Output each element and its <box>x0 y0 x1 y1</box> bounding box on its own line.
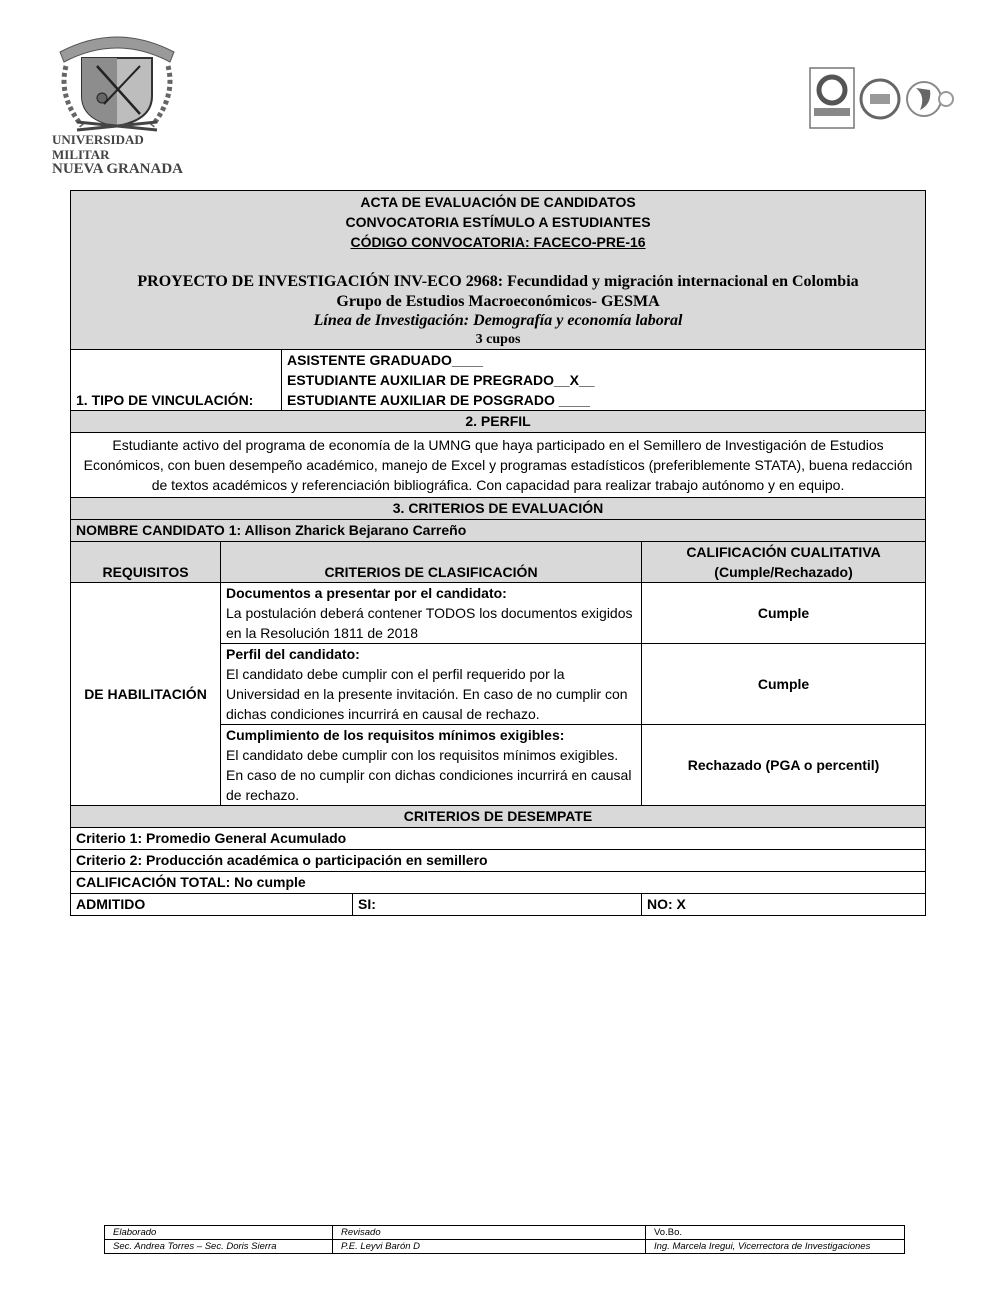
option-auxiliar-posgrado: ESTUDIANTE AUXILIAR DE POSGRADO ____ <box>287 391 590 408</box>
criteria-title: Cumplimiento de los requisitos mínimos exigibles: <box>226 726 565 743</box>
vobo-value: Ing. Marcela Iregui, Vicerrectora de Investigaciones <box>646 1240 905 1254</box>
option-auxiliar-pregrado: ESTUDIANTE AUXILIAR DE PREGRADO__X__ <box>287 371 595 388</box>
university-name-line2: NUEVA GRANADA <box>52 161 183 177</box>
vinculacion-options <box>282 349 926 410</box>
desempate-heading: CRITERIOS DE DESEMPATE <box>71 805 926 827</box>
candidate-name: NOMBRE CANDIDATO 1: Allison Zharick Bejarano Carreño <box>71 519 926 541</box>
document-title-block <box>71 191 926 350</box>
perfil-heading: 2. PERFIL <box>71 410 926 432</box>
revisado-value: P.E. Leyvi Barón D <box>333 1240 646 1254</box>
certification-seals-icon <box>808 66 954 132</box>
criteria-row-requisitos <box>221 724 642 805</box>
university-name-line1: UNIVERSIDAD MILITAR <box>52 132 144 162</box>
approval-footer <box>104 1225 905 1254</box>
criterio-1: Criterio 1: Promedio General Acumulado <box>71 827 926 849</box>
evaluation-table <box>70 190 926 916</box>
criteria-text: El candidato debe cumplir con el perfil requerido por la Universidad en la presente invitación. En caso de no cumplir con dichas condiciones incurrirá en causal de rechazo. <box>226 665 628 722</box>
col-requisitos: REQUISITOS <box>71 541 221 582</box>
calificacion-total: CALIFICACIÓN TOTAL: No cumple <box>71 871 926 893</box>
title-line1: ACTA DE EVALUACIÓN DE CANDIDATOS <box>360 194 636 210</box>
elaborado-label: Elaborado <box>105 1226 333 1240</box>
criteria-result: Cumple <box>642 582 926 643</box>
vinculacion-label: 1. TIPO DE VINCULACIÓN: <box>71 349 282 410</box>
admitido-no: NO: X <box>642 893 926 915</box>
col-criterios: CRITERIOS DE CLASIFICACIÓN <box>221 541 642 582</box>
cupos: 3 cupos <box>475 331 521 347</box>
col-calificacion-line2: (Cumple/Rechazado) <box>714 563 853 580</box>
admitido-label: ADMITIDO <box>71 893 353 915</box>
criteria-title: Perfil del candidato: <box>226 645 360 662</box>
criteria-text: El candidato debe cumplir con los requisitos mínimos exigibles. En caso de no cumplir con dichas condiciones incurrirá en causal de rechazo. <box>226 746 632 803</box>
research-line: Línea de Investigación: Demografía y economía laboral <box>313 312 683 329</box>
criteria-title: Documentos a presentar por el candidato: <box>226 584 507 601</box>
option-asistente-graduado: ASISTENTE GRADUADO____ <box>287 351 484 368</box>
col-calificacion-line1: CALIFICACIÓN CUALITATIVA <box>686 543 881 560</box>
university-crest-icon <box>52 26 182 134</box>
criterios-heading: 3. CRITERIOS DE EVALUACIÓN <box>71 497 926 519</box>
revisado-label: Revisado <box>333 1226 646 1240</box>
criterio-2: Criterio 2: Producción académica o participación en semillero <box>71 849 926 871</box>
admitido-si: SI: <box>353 893 642 915</box>
criteria-row-documentos <box>221 582 642 643</box>
elaborado-value: Sec. Andrea Torres – Sec. Doris Sierra <box>105 1240 333 1254</box>
research-group: Grupo de Estudios Macroeconómicos- GESMA <box>336 292 660 310</box>
criteria-result: Cumple <box>642 643 926 724</box>
certification-logos <box>808 66 954 132</box>
vobo-label: Vo.Bo. <box>646 1226 905 1240</box>
habilitacion-label: DE HABILITACIÓN <box>71 582 221 805</box>
criteria-text: La postulación deberá contener TODOS los documentos exigidos en la Resolución 1811 de 2018 <box>226 604 633 641</box>
criteria-result: Rechazado (PGA o percentil) <box>642 724 926 805</box>
col-calificacion <box>642 541 926 582</box>
criteria-row-perfil <box>221 643 642 724</box>
title-code: CÓDIGO CONVOCATORIA: FACECO-PRE-16 <box>350 234 646 250</box>
university-name <box>52 132 192 177</box>
title-line2: CONVOCATORIA ESTÍMULO A ESTUDIANTES <box>345 214 651 230</box>
project-title: PROYECTO DE INVESTIGACIÓN INV-ECO 2968: Fecundidad y migración internacional en Colombia <box>137 273 859 290</box>
perfil-text: Estudiante activo del programa de economía de la UMNG que haya participado en el Semillero de Investigación de Estudios Económicos, con buen desempeño académico, manejo de Excel y programas estadísticos (preferiblemente STATA), buena redacción de textos académicos y referenciación bibliográfica. Con capacidad para realizar trabajo autónomo y en equipo. <box>71 432 926 497</box>
